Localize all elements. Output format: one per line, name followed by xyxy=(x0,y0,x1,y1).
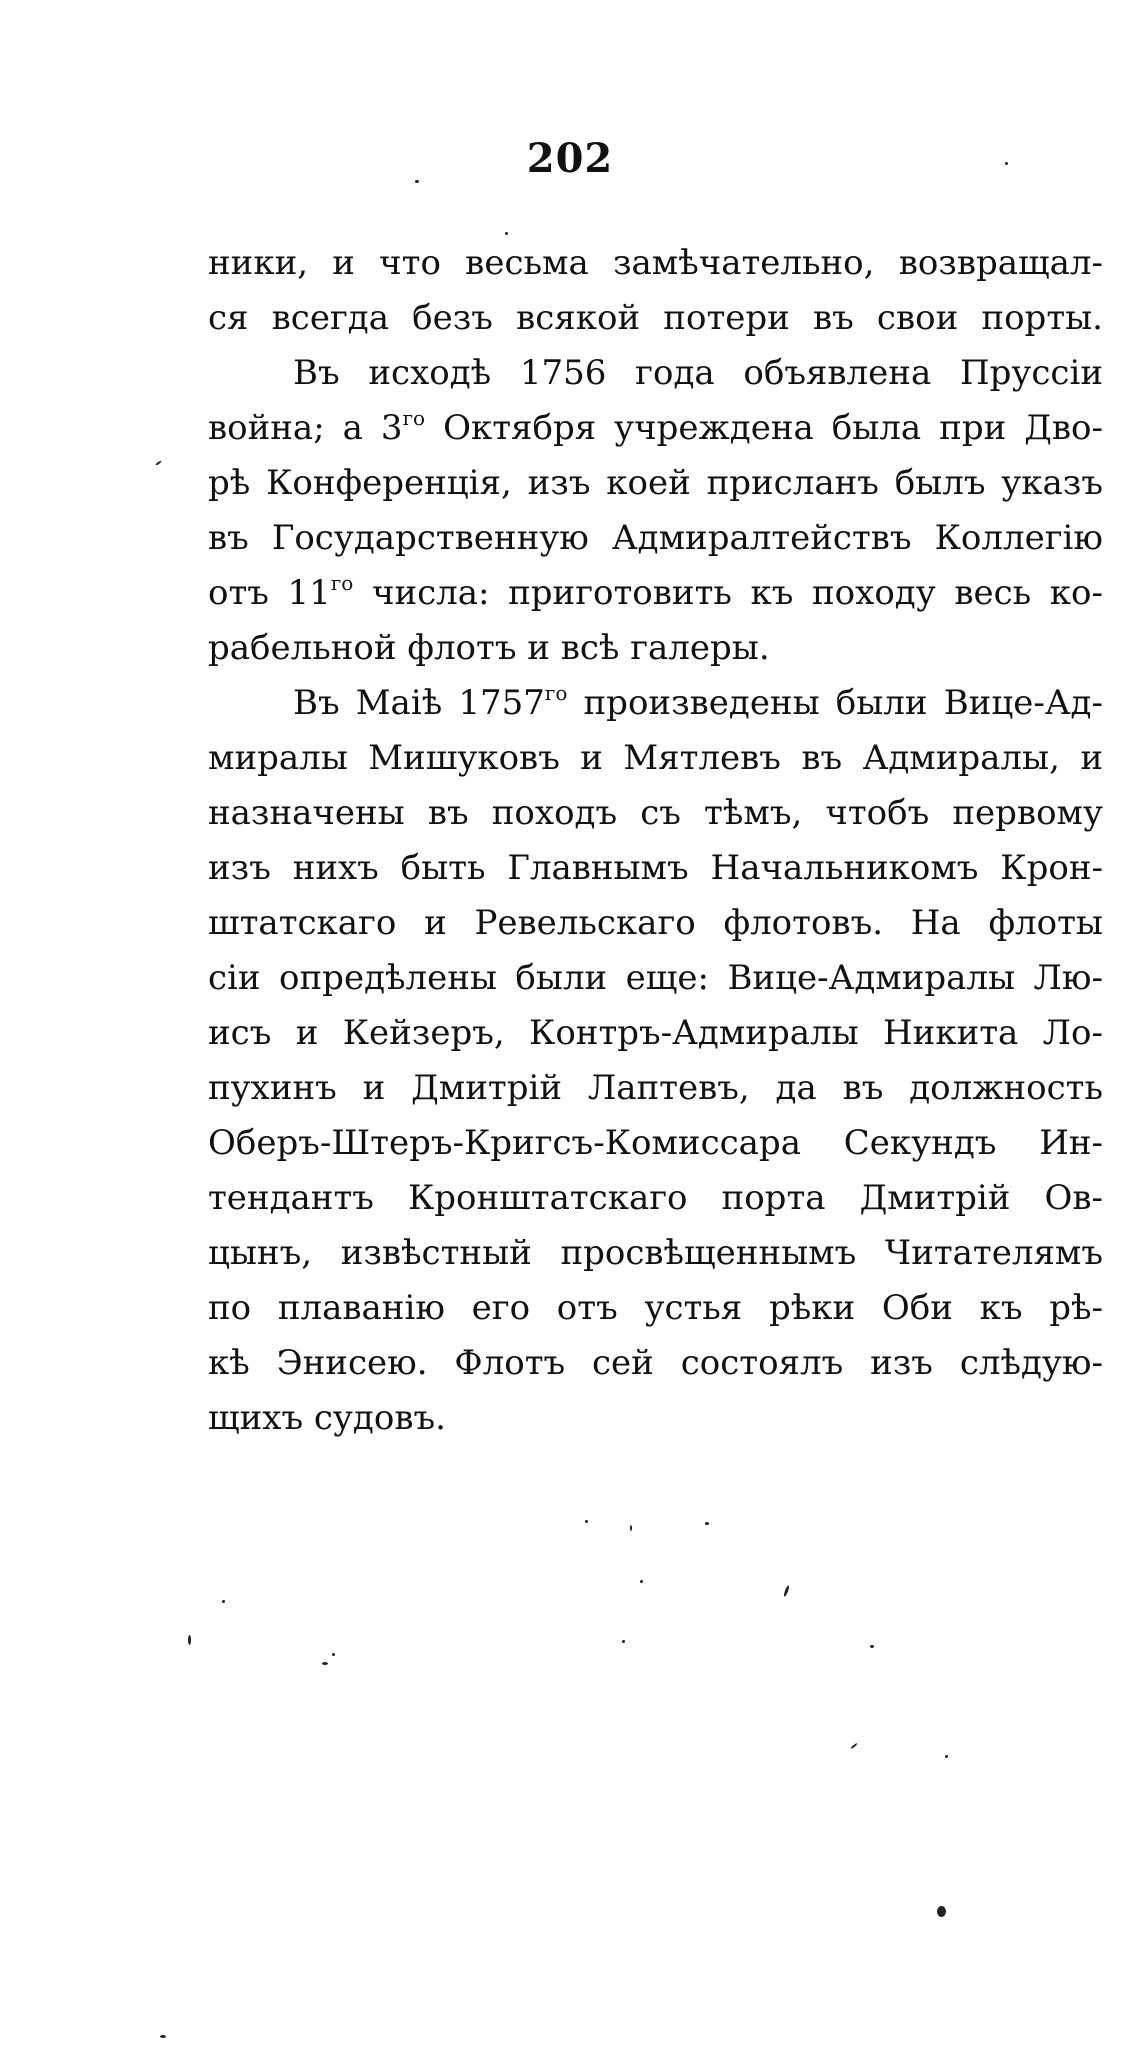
text-segment: произведены были Вице-Ад- xyxy=(583,683,1103,723)
scan-speck xyxy=(160,2035,166,2038)
scan-speck xyxy=(640,1580,643,1583)
text-segment: отъ 11 xyxy=(208,573,331,613)
scan-speck xyxy=(415,180,419,183)
scan-speck xyxy=(622,1640,625,1643)
scan-speck xyxy=(332,1653,335,1656)
text-line: Оберъ-Штеръ-Кригсъ-Комиссара Секундъ Ин- xyxy=(208,1123,1103,1163)
scan-speck xyxy=(505,232,508,235)
text-line: ники, и что весьма замѣчательно, возвращал- xyxy=(208,243,1103,283)
text-line: штатскаго и Ревельскаго флотовъ. На флоты xyxy=(208,903,1103,943)
text-line: щихъ судовъ. xyxy=(208,1398,446,1438)
text-line: по плаванію его отъ устья рѣки Оби къ рѣ- xyxy=(208,1288,1103,1328)
text-line: назначены въ походъ съ тѣмъ, чтобъ первому xyxy=(208,793,1103,833)
scan-speck xyxy=(783,1585,790,1597)
superscript: го xyxy=(402,405,426,430)
scan-speck xyxy=(937,1906,946,1917)
page-number: 202 xyxy=(526,135,614,182)
text-line: миралы Мишуковъ и Мятлевъ въ Адмиралы, и xyxy=(208,738,1103,778)
text-line: въ Государственную Адмиралтействъ Коллегію xyxy=(208,518,1103,558)
text-line: кѣ Энисею. Флотъ сей состоялъ изъ слѣдую- xyxy=(208,1343,1103,1383)
scan-speck xyxy=(188,1635,191,1645)
text-segment: война; а 3 xyxy=(208,408,403,448)
scan-speck xyxy=(1005,162,1008,165)
text-segment: Октября учреждена была при Дво- xyxy=(443,408,1103,448)
text-line: цынъ, извѣстный просвѣщеннымъ Читателямъ xyxy=(208,1233,1103,1273)
text-line: рѣ Конференція, изъ коей присланъ былъ указъ xyxy=(208,463,1103,503)
text-segment: числа: приготовить къ походу весь ко- xyxy=(371,573,1104,613)
scan-speck xyxy=(222,1600,225,1603)
scan-speck xyxy=(850,1743,857,1750)
text-line: тендантъ Кронштатскаго порта Дмитрій Ов- xyxy=(208,1178,1103,1218)
scan-speck xyxy=(870,1645,874,1648)
text-line xyxy=(208,676,1103,731)
scan-speck xyxy=(705,1522,709,1525)
scan-speck xyxy=(155,460,162,466)
text-line: Въ исходѣ 1756 года объявлена Пруссіи xyxy=(293,353,1103,393)
text-line xyxy=(208,401,1103,456)
text-line: рабельной флотъ и всѣ галеры. xyxy=(208,628,770,668)
text-line: пухинъ и Дмитрій Лаптевъ, да въ должность xyxy=(208,1068,1103,1108)
scan-speck xyxy=(322,1662,328,1665)
scan-speck xyxy=(630,1525,632,1531)
text-line: изъ нихъ быть Главнымъ Начальникомъ Крон- xyxy=(208,848,1103,888)
text-line: сіи опредѣлены были еще: Вице-Адмиралы Лю- xyxy=(208,958,1103,998)
text-line: ся всегда безъ всякой потери въ свои порты. xyxy=(208,298,1103,338)
text-line xyxy=(208,566,1103,621)
superscript: го xyxy=(330,570,354,595)
superscript: го xyxy=(544,680,568,705)
scan-speck xyxy=(945,1755,948,1758)
body-text xyxy=(208,236,1103,1446)
text-line: исъ и Кейзеръ, Контръ-Адмиралы Никита Ло- xyxy=(208,1013,1103,1053)
text-segment: Въ Маіѣ 1757 xyxy=(293,683,545,723)
scan-speck xyxy=(585,1520,588,1523)
